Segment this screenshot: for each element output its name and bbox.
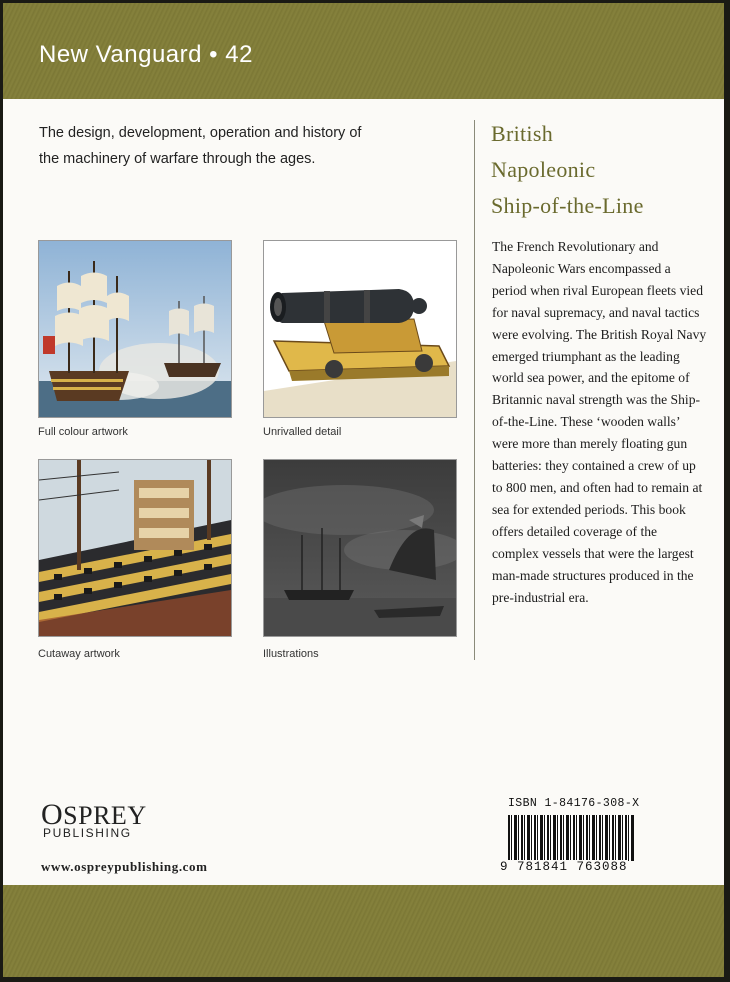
column-divider xyxy=(474,120,475,660)
gallery-caption-4: Illustrations xyxy=(263,648,319,660)
book-description: The French Revolutionary and Napoleonic Wars encompassed a period when rival European fleets vied for naval supremacy, and naval tactics were evolving. The British Royal Navy emerged triumphant as the leading world sea power, and the epitome of Britannic naval strength was the Ship-of-the-Line. These ‘wooden walls’ were more than merely floating gun batteries: they contained a crew of up to 800 men, and often had to remain at sea for extended periods. This book offers detailed coverage of the complex vessels that were the largest man-made structures produced in the pre-industrial era. xyxy=(492,239,707,605)
series-title: New Vanguard • 42 xyxy=(39,41,253,68)
barcode-icon xyxy=(508,815,634,861)
title-line-3: Ship-of-the-Line xyxy=(491,193,644,218)
engraving-image xyxy=(263,459,457,637)
gallery-caption-3: Cutaway artwork xyxy=(38,648,120,660)
gallery-caption-2: Unrivalled detail xyxy=(263,426,342,438)
publisher-url[interactable]: www.ospreypublishing.com xyxy=(41,859,208,874)
book-back-cover xyxy=(3,3,724,977)
title-line-2: Napoleonic xyxy=(491,157,596,182)
title-line-1: British xyxy=(491,121,553,146)
bottom-band xyxy=(3,885,724,977)
gallery-caption-1: Full colour artwork xyxy=(38,426,128,438)
logo-rest: SPREY xyxy=(63,801,147,830)
cutaway-image xyxy=(38,459,232,637)
cannon-image xyxy=(263,240,457,418)
logo-initial: O xyxy=(41,798,64,831)
book-title xyxy=(491,116,721,224)
top-band xyxy=(3,3,724,99)
series-tagline: The design, development, operation and history of the machinery of warfare through the ages. xyxy=(39,125,362,167)
isbn-label: ISBN 1-84176-308-X xyxy=(508,797,640,810)
publishing-label: PUBLISHING xyxy=(43,826,132,840)
barcode-number: 9 781841 763088 xyxy=(500,860,628,874)
ship-battle-image xyxy=(38,240,232,418)
